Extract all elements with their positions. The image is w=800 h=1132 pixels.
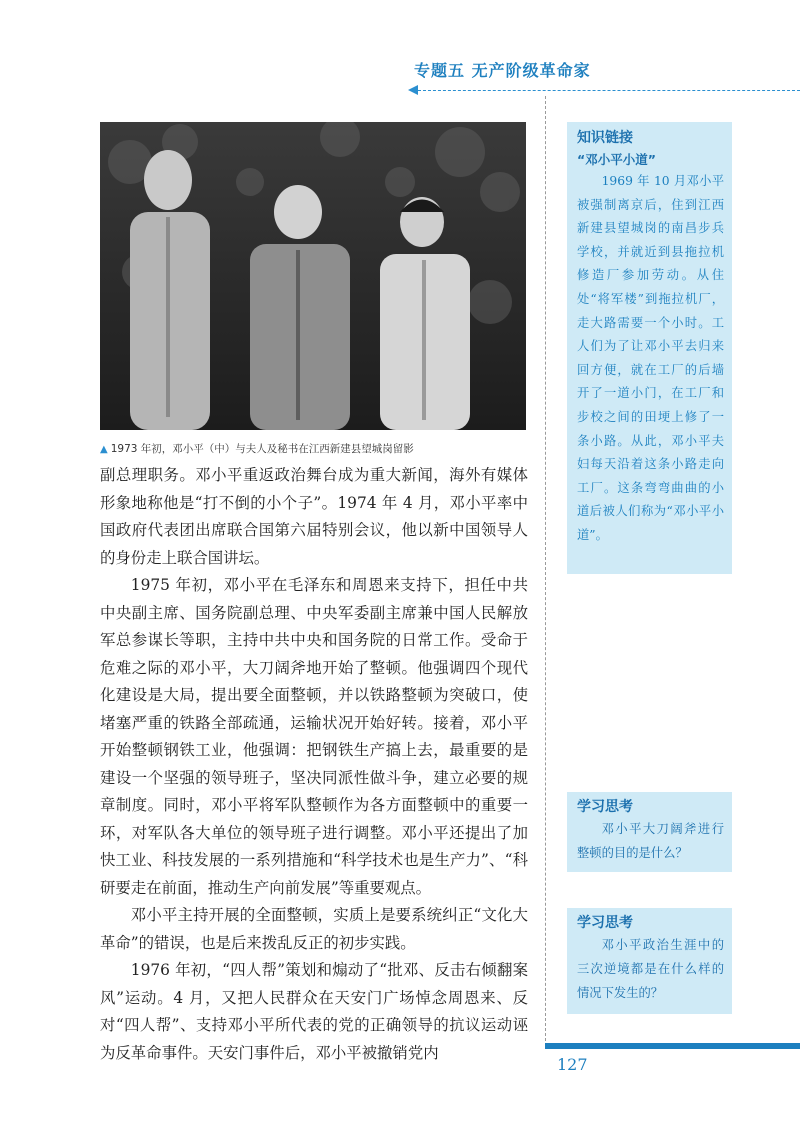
study-think-text-1: 邓小平大刀阔斧进行整顿的目的是什么？ (577, 822, 724, 860)
footer-bar (545, 1043, 800, 1049)
paragraph-2: 1975 年初，邓小平在毛泽东和周恩来支持下，担任中共中央副主席、国务院副总理、中央军委副主席兼中国人民解放军总参谋长等职，主持中共中央和国务院的日常工作。受命于危难之际的邓小平，大刀阔斧地开始了整顿。他强调四个现代化建设是大局，提出要全面整顿，并以铁路整顿为突破口，使堵塞严重的铁路全部疏通，运输状况开始好转。接着，邓小平开始整顿钢铁工业，他强调：把钢铁生产搞上去，最重要的是建设一个坚强的领导班子，坚决同派性做斗争，建立必要的规章制度。同时，邓小平将军队整顿作为各方面整顿中的重要一环，对军队各大单位的领导班子进行调整。邓小平还提出了加快工业、科技发展的一系列措施和“科学技术也是生产力”、“科研要走在前面，推动生产向前发展”等重要观点。 (100, 576, 528, 897)
knowledge-link-title: 知识链接 (577, 130, 633, 146)
photo-caption (100, 441, 540, 459)
photo-illustration (100, 122, 526, 430)
main-body-text (100, 462, 528, 1067)
study-think-title-2: 学习思考 (577, 915, 633, 931)
triangle-up-icon: ▲ (100, 444, 108, 455)
historical-photo (100, 122, 526, 430)
chapter-header-title: 专题五 无产阶级革命家 (414, 61, 591, 80)
knowledge-link-text: 1969 年 10 月邓小平被强制离京后，住到江西新建县望城岗的南昌步兵学校，并就近到县拖拉机修造厂参加劳动。从住处“将军楼”到拖拉机厂，走大路需要一个小时。工人们为了让邓小平去归来回方便，就在工厂的后墙开了一道小门，在工厂和步校之间的田埂上修了一条小路。从此，邓小平夫妇每天沿着这条小路走向工厂。这条弯弯曲曲的小道后被人们称为“邓小平小道”。 (577, 174, 724, 542)
study-think-box-1 (567, 792, 732, 872)
study-think-text-2: 邓小平政治生涯中的三次逆境都是在什么样的情况下发生的？ (577, 938, 724, 1000)
paragraph-4: 1976 年初，“四人帮”策划和煽动了“批邓、反击右倾翻案风”运动。4 月，又把人民群众在天安门广场悼念周恩来、反对“四人帮”、支持邓小平所代表的党的正确领导的抗议运动诬为反革命事件。天安门事件后，邓小平被撤销党内 (100, 961, 528, 1062)
knowledge-link-subtitle: “邓小平小道” (577, 152, 656, 167)
caption-text: 1973 年初，邓小平（中）与夫人及秘书在江西新建县望城岗留影 (110, 443, 414, 455)
study-think-title-1: 学习思考 (577, 799, 633, 815)
arrow-left-icon (408, 85, 418, 95)
knowledge-link-box (567, 122, 732, 574)
paragraph-3: 邓小平主持开展的全面整顿，实质上是要系统纠正“文化大革命”的错误，也是后来拨乱反正的初步实践。 (100, 906, 528, 952)
page-number: 127 (557, 1055, 588, 1074)
paragraph-1: 副总理职务。邓小平重返政治舞台成为重大新闻，海外有媒体形象地称他是“打不倒的小个子”。1974 年 4 月，邓小平率中国政府代表团出席联合国第六届特别会议，他以新中国领导人的身份走上联合国讲坛。 (100, 466, 528, 567)
study-think-box-2 (567, 908, 732, 1014)
sidebar-divider (545, 96, 546, 1041)
header-dashed-rule (418, 90, 800, 91)
